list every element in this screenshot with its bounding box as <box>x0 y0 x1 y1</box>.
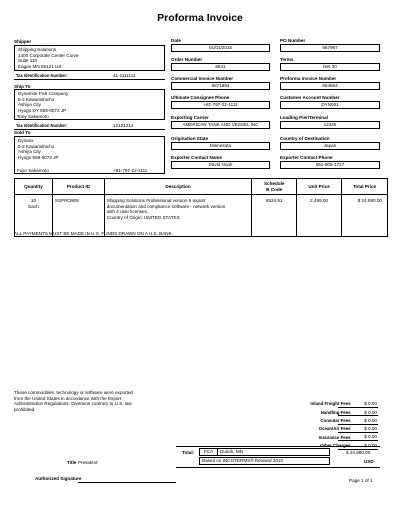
fee-underline <box>338 432 378 433</box>
column-header: Quantity <box>15 179 53 195</box>
shipper-line: Shipping Solutions <box>18 47 57 52</box>
customer-account-label: Customer Account Number <box>280 95 340 100</box>
po-number-value: 987987 <box>280 44 380 52</box>
fee-value: $ 0.00 <box>364 417 377 423</box>
title-value: President <box>78 460 98 465</box>
exporter-contact-name-label: Exporter Contact Name <box>171 155 223 160</box>
fee-underline <box>338 407 378 408</box>
origination-state-label: Origination State <box>171 136 209 141</box>
export-note-line: Administration Regulations. Diversion contrary to U.S. law <box>14 401 132 407</box>
commercial-invoice-value: 9871654 <box>171 82 270 90</box>
quantity-unit: Each <box>28 203 39 209</box>
loading-pier-value: 12345 <box>280 121 380 129</box>
commercial-invoice-label: Commercial Invoice Number <box>171 76 234 81</box>
table-header-row <box>15 179 388 195</box>
exporting-carrier-label: Exporting Carrier <box>171 115 209 120</box>
ship-to-line: Dynamite Fish Company <box>18 91 69 96</box>
fee-value: $ 0.00 <box>364 434 377 440</box>
column-header: Description <box>104 179 251 195</box>
product-id-cell: SSPRO909 <box>52 195 104 237</box>
sold-to-line: Hyogo 659-0072 JP <box>18 155 59 161</box>
exporter-contact-phone-value: 651-905-1727 <box>280 161 380 169</box>
ship-to-line: 5-2 Kawanishicho <box>18 96 55 102</box>
order-number-label: Order Number <box>171 57 203 62</box>
fee-label: Other Charges <box>320 442 351 448</box>
incoterm-basis: Based on INCOTERMS® Revised 2010 <box>199 457 330 465</box>
fee-value: $ 0.00 <box>364 442 377 448</box>
shipper-tax-label: Tax Identification Number: <box>16 73 68 78</box>
shipper-label: Shipper <box>14 39 32 44</box>
incoterm-place: Duluth, MN <box>218 448 330 456</box>
order-number-value: 6541 <box>171 63 270 71</box>
ship-to-line: Ashiya City <box>18 102 41 108</box>
proforma-invoice-label: Proforma Invoice Number <box>280 76 337 81</box>
column-header: Total Price <box>342 179 388 195</box>
terms-value: Net 30 <box>280 63 380 71</box>
quantity-value: 10 <box>30 198 37 203</box>
customer-account-value: DYN001 <box>280 101 380 109</box>
sold-to-line: Dynaox <box>18 138 34 143</box>
document-title: Proforma Invoice <box>157 12 243 24</box>
description-line: Country of Origin: UNITED STATES <box>106 215 180 221</box>
total-label: Total: <box>182 450 195 455</box>
fee-underline <box>338 415 378 416</box>
column-header: Unit Price <box>297 179 342 195</box>
column-header: Product ID <box>52 179 104 195</box>
signature-label: Authorized Signature <box>35 476 82 481</box>
sold-to-line: Ashiya City <box>18 149 41 155</box>
total-price-cell: $ 24,990.00 <box>342 195 388 237</box>
unit-price-cell: 2,499.00 <box>297 195 342 237</box>
divider <box>176 446 380 447</box>
terms-label: Terms <box>280 57 294 62</box>
divider <box>14 129 165 130</box>
payment-note: ALL PAYMENTS MUST BE MADE IN U.S. FUNDS DRAWN ON A U.S. BANK. <box>14 231 173 236</box>
description-line: Shipping Solutions Professional version 9 export <box>106 198 206 203</box>
exporting-carrier-value: AMERICAN TANK AND VESSEL INC <box>171 121 270 129</box>
schedule-b-cell: 8524.91 <box>252 195 297 237</box>
ship-to-tax-value: 12121212 <box>113 123 134 128</box>
shipper-line: Eagan MN 55121 US <box>18 64 62 70</box>
total-amount: $ 24,990.00 <box>346 450 371 455</box>
country-destination-value: Japan <box>280 142 380 150</box>
shipper-tax-value: 41-1111111 <box>113 73 136 78</box>
export-note-line: from the United States in accordance with the Export <box>14 395 122 401</box>
country-destination-label: Country of Destination <box>280 136 330 141</box>
consignee-phone-value: +81-797-22-1111 <box>171 101 270 109</box>
ship-to-line: Hyogo DY 659-0072 JP <box>18 108 67 114</box>
date-label: Date <box>171 38 181 43</box>
ship-to-tax-label: Tax Identification Number: <box>16 123 68 128</box>
sold-to-contact: Fujio Sakamoto <box>17 168 49 173</box>
divider <box>14 79 165 80</box>
title-label: Title <box>67 460 77 465</box>
fee-value: $ 0.00 <box>364 409 377 415</box>
shipper-line: Suite 110 <box>18 58 38 64</box>
export-note-line: prohibited. <box>14 407 36 413</box>
currency-label: USD <box>364 459 374 464</box>
fee-value: $ 0.00 <box>364 426 377 432</box>
incoterm-value: FCA <box>199 448 218 456</box>
column-header: Schedule B Code <box>252 179 297 195</box>
description-line: with 4 user licenses. <box>106 209 149 215</box>
description-line: documentation and compliance software - network version <box>106 203 226 209</box>
fee-underline <box>338 424 378 425</box>
page-info: Page 1 of 1 <box>349 478 373 483</box>
fee-label: Insurance Fees <box>318 434 351 440</box>
divider <box>176 467 380 468</box>
sold-to-label: Sold To <box>14 130 31 135</box>
signature-line[interactable] <box>78 482 176 483</box>
proforma-invoice-value: 654654 <box>280 82 380 90</box>
fee-label: Ocean/Air Fees <box>318 426 351 432</box>
fee-label: Consular Fees <box>320 417 351 423</box>
loading-pier-label: Loading Pier/Terminal <box>280 115 328 120</box>
ship-to-label: Ship To <box>14 84 31 89</box>
fee-label: Inland Freight Fees <box>310 401 351 407</box>
line-items-table <box>14 178 388 237</box>
exporter-contact-phone-label: Exporter Contact Phone <box>280 155 333 160</box>
fee-label: Handling Fees <box>320 409 351 415</box>
origination-state-value: Minnesota <box>171 142 270 150</box>
exporter-contact-name-value: David Noah <box>171 161 270 169</box>
shipper-address-box <box>14 45 165 71</box>
fee-value: $ 0.00 <box>364 401 377 407</box>
date-value: 01/01/2015 <box>171 44 270 52</box>
export-note-line: These commodities, technology or software were exported <box>14 390 133 395</box>
export-note <box>14 390 174 413</box>
ship-to-contact: Tony Sakamoto <box>17 114 49 119</box>
fee-underline <box>338 440 378 441</box>
shipper-line: 1400 Corporate Center Curve <box>18 52 79 58</box>
consignee-phone-label: Ultimate Consignee Phone <box>171 95 230 100</box>
sold-to-phone: +81-797-22-1111 <box>113 168 148 173</box>
sold-to-line: 5-2 Kawanishicho <box>18 143 55 149</box>
po-number-label: PO Number <box>280 38 306 43</box>
